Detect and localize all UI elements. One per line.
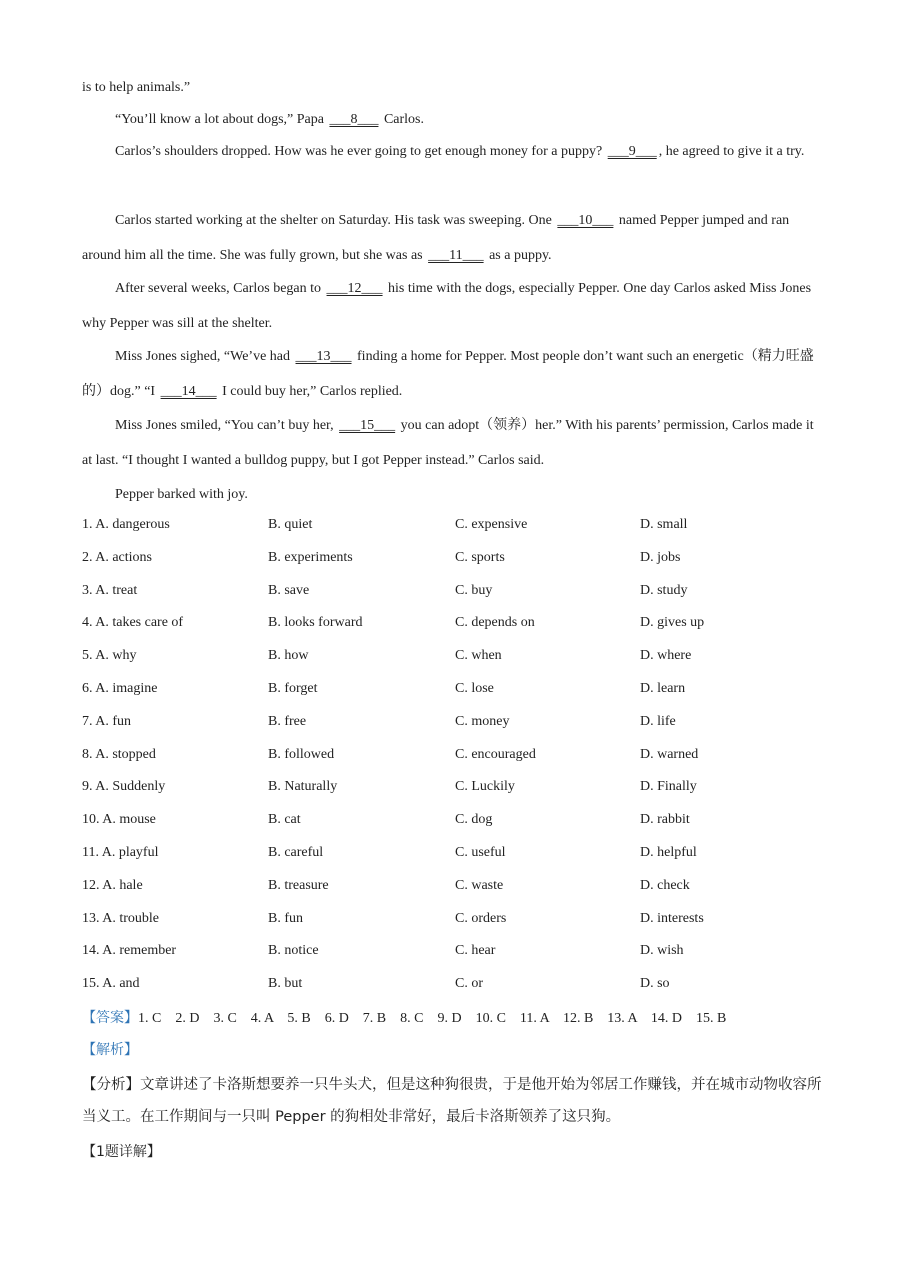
answer-text: 1. C 2. D 3. C 4. A 5. B 6. D 7. B 8. C 9. D 10. C 11. A 12. B 13. A 14. D 15. B bbox=[138, 1011, 727, 1026]
option-d: D. Finally bbox=[640, 779, 697, 795]
option-d: D. life bbox=[640, 713, 676, 729]
option-c: C. sports bbox=[455, 549, 505, 565]
option-row bbox=[82, 550, 827, 583]
option-b: B. quiet bbox=[268, 517, 313, 532]
passage-paragraph-15: Miss Jones smiled, “You can’t buy her, ___15___ you can adopt（领养）her.” With his parents’ permission, Carlos made it at last. “I thought I wanted a bulldog puppy, but I got Pepper instead.” Carlos said. bbox=[82, 418, 814, 468]
option-d: D. small bbox=[640, 517, 688, 532]
option-d: D. interests bbox=[640, 910, 704, 926]
option-a: 15. A. and bbox=[82, 976, 140, 992]
option-a: 5. A. why bbox=[82, 648, 137, 664]
option-b: B. but bbox=[268, 976, 303, 992]
option-a: 4. A. takes care of bbox=[82, 615, 184, 631]
blank-10: ___10___ bbox=[557, 213, 614, 228]
option-b: B. how bbox=[268, 648, 309, 664]
option-d: D. learn bbox=[640, 680, 686, 696]
blank-14: ___14___ bbox=[160, 384, 217, 399]
option-row bbox=[82, 845, 827, 878]
option-c: C. when bbox=[455, 648, 502, 664]
option-row bbox=[82, 779, 827, 812]
option-c: C. depends on bbox=[455, 615, 535, 631]
option-b: B. notice bbox=[268, 943, 319, 959]
option-a: 10. A. mouse bbox=[82, 812, 156, 828]
option-row bbox=[82, 681, 827, 714]
option-d: D. rabbit bbox=[640, 812, 690, 828]
option-d: D. jobs bbox=[640, 549, 681, 565]
option-d: D. check bbox=[640, 877, 690, 893]
option-b: B. followed bbox=[268, 746, 335, 762]
option-row bbox=[82, 648, 827, 681]
option-a: 2. A. actions bbox=[82, 549, 152, 565]
option-c: C. encouraged bbox=[455, 746, 536, 762]
option-c: C. useful bbox=[455, 844, 506, 860]
option-d: D. warned bbox=[640, 746, 699, 762]
blank-8: ___8___ bbox=[329, 112, 379, 127]
option-b: B. Naturally bbox=[268, 779, 338, 795]
option-row bbox=[82, 976, 827, 1009]
option-d: D. helpful bbox=[640, 844, 697, 860]
passage-line: is to help animals.” bbox=[82, 80, 191, 95]
blank-13: ___13___ bbox=[295, 349, 352, 364]
blank-12: ___12___ bbox=[326, 281, 383, 296]
analysis-label: 【解析】 bbox=[82, 1042, 138, 1058]
option-a: 13. A. trouble bbox=[82, 910, 159, 926]
blank-11: ___11___ bbox=[428, 248, 484, 263]
option-c: C. dog bbox=[455, 812, 493, 828]
option-row bbox=[82, 943, 827, 976]
option-c: C. lose bbox=[455, 680, 494, 696]
answer-label: 【答案】 bbox=[82, 1010, 138, 1026]
options-table bbox=[82, 517, 827, 1009]
option-a: 12. A. hale bbox=[82, 877, 143, 893]
option-b: B. experiments bbox=[268, 549, 353, 565]
option-row bbox=[82, 812, 827, 845]
option-d: D. so bbox=[640, 976, 670, 992]
answer-line bbox=[82, 1007, 726, 1027]
passage-paragraph-9: Carlos’s shoulders dropped. How was he ever going to get enough money for a puppy? ___9___ , he agreed to give it a try. bbox=[115, 144, 805, 159]
option-row bbox=[82, 747, 827, 780]
blank-15: ___15___ bbox=[339, 418, 396, 433]
passage-last-line: Pepper barked with joy. bbox=[115, 487, 248, 502]
option-a: 3. A. treat bbox=[82, 582, 138, 598]
option-row bbox=[82, 714, 827, 747]
option-a: 9. A. Suddenly bbox=[82, 779, 166, 795]
option-c: C. or bbox=[455, 976, 483, 992]
option-d: D. wish bbox=[640, 943, 684, 959]
option-c: C. Luckily bbox=[455, 779, 515, 795]
option-a: 8. A. stopped bbox=[82, 746, 156, 762]
option-d: D. where bbox=[640, 648, 692, 664]
option-b: B. careful bbox=[268, 844, 324, 860]
passage-paragraph-12: After several weeks, Carlos began to ___12___ his time with the dogs, especially Pepper. One day Carlos asked Miss Jones why Pepper was sill at the shelter. bbox=[82, 281, 812, 331]
analysis-summary: 【分析】文章讲述了卡洛斯想要养一只牛头犬，但是这种狗很贵，于是他开始为邻居工作赚钱，并在城市动物收容所当义工。在工作期间与一只叫 Pepper 的狗相处非常好，最后卡洛斯领养了这只狗。 bbox=[82, 1077, 822, 1125]
option-row bbox=[82, 878, 827, 911]
option-b: B. forget bbox=[268, 680, 318, 696]
option-b: B. free bbox=[268, 713, 307, 729]
option-c: C. waste bbox=[455, 877, 504, 893]
option-b: B. cat bbox=[268, 812, 301, 828]
option-row bbox=[82, 517, 827, 550]
option-a: 14. A. remember bbox=[82, 943, 177, 959]
passage-paragraph-8: “You’ll know a lot about dogs,” Papa ___8___ Carlos. bbox=[115, 112, 425, 127]
option-b: B. fun bbox=[268, 910, 303, 926]
passage-paragraph-10: Carlos started working at the shelter on Saturday. His task was sweeping. One ___10___ named Pepper jumped and ran around him all the time. She was fully grown, but she was as ___11___ as a puppy. bbox=[82, 213, 790, 263]
blank-9: ___9___ bbox=[607, 144, 657, 159]
option-row bbox=[82, 911, 827, 944]
option-row bbox=[82, 615, 827, 648]
option-a: 7. A. fun bbox=[82, 713, 131, 729]
option-d: D. study bbox=[640, 582, 688, 598]
option-c: C. hear bbox=[455, 943, 496, 959]
detail-heading: 【1题详解】 bbox=[82, 1144, 161, 1160]
option-b: B. looks forward bbox=[268, 615, 363, 631]
passage-paragraph-13: Miss Jones sighed, “We’ve had ___13___ finding a home for Pepper. Most people don’t want such an energetic（精力旺盛的）dog.” “I ___14___ I could buy her,” Carlos replied. bbox=[82, 349, 814, 399]
option-b: B. save bbox=[268, 582, 310, 598]
option-c: C. money bbox=[455, 713, 510, 729]
option-a: 11. A. playful bbox=[82, 844, 159, 860]
option-a: 6. A. imagine bbox=[82, 680, 158, 696]
option-c: C. expensive bbox=[455, 517, 528, 532]
option-d: D. gives up bbox=[640, 615, 705, 631]
option-c: C. orders bbox=[455, 910, 507, 926]
option-b: B. treasure bbox=[268, 877, 329, 893]
option-row bbox=[82, 583, 827, 616]
option-c: C. buy bbox=[455, 582, 493, 598]
option-a: 1. A. dangerous bbox=[82, 517, 170, 532]
